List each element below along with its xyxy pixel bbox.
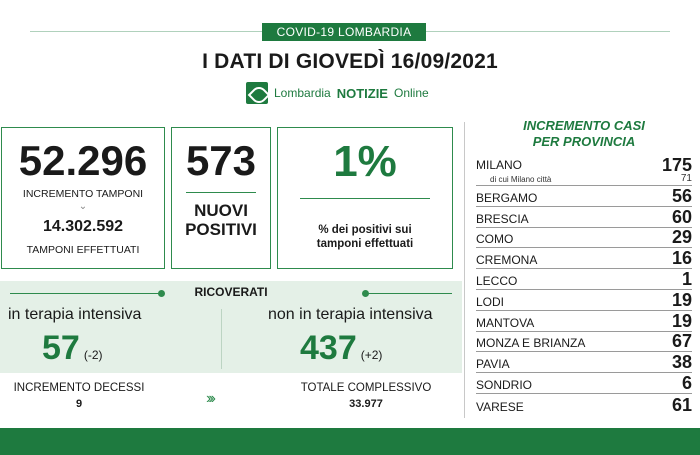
tamponi-total-label: TAMPONI EFFETTUATI	[26, 244, 140, 256]
province-value: 16	[671, 248, 692, 269]
positivi-label-1: NUOVI	[194, 201, 248, 220]
intensiva-delta: (-2)	[83, 348, 103, 362]
province-title	[484, 118, 684, 150]
province-value: 61	[671, 394, 692, 415]
intensiva-label: in terapia intensiva	[8, 306, 142, 323]
tamponi-value: 52.296	[18, 137, 148, 184]
province-row	[476, 228, 692, 249]
brand	[246, 82, 429, 104]
brand-strong: NOTIZIE	[336, 85, 388, 101]
province-row	[476, 311, 692, 332]
chevron-down-icon: ⌄	[78, 201, 88, 212]
brand-suffix: Online	[393, 86, 429, 100]
decessi-block	[4, 382, 154, 410]
province-name: VARESE	[476, 399, 524, 414]
province-value: 38	[671, 352, 692, 373]
province-name: BERGAMO	[476, 190, 538, 205]
province-name: SONDRIO	[476, 377, 533, 392]
province-value: 29	[671, 227, 692, 248]
province-value: 67	[671, 331, 692, 352]
province-value: 1	[681, 268, 692, 289]
province-row-milano	[476, 156, 692, 186]
milano-citta-label: di cui Milano città	[490, 175, 552, 184]
lombardia-logo-icon	[246, 82, 268, 104]
brand-prefix: Lombardia	[274, 86, 331, 100]
province-name: BRESCIA	[476, 211, 529, 226]
totale-value: 33.977	[349, 398, 383, 410]
tamponi-label: INCREMENTO TAMPONI	[22, 188, 144, 200]
positivi-label-2: POSITIVI	[185, 220, 257, 239]
footer-band	[0, 428, 700, 455]
province-value: 56	[671, 185, 692, 206]
province-row	[476, 352, 692, 373]
province-name: LODI	[476, 294, 505, 309]
province-row	[476, 373, 692, 394]
totale-block	[286, 382, 446, 410]
province-row	[476, 207, 692, 228]
province-name: MONZA E BRIANZA	[476, 336, 586, 351]
decessi-value: 9	[75, 398, 83, 410]
province-name: MILANO	[476, 158, 523, 172]
province-value: 175	[661, 155, 692, 175]
province-list	[476, 156, 692, 415]
province-value: 6	[681, 372, 692, 393]
ricoverati-dot-left	[158, 290, 165, 297]
percentuale-rule	[300, 198, 430, 199]
positivi-panel	[171, 127, 271, 269]
province-row	[476, 248, 692, 269]
percentuale-label-2: tamponi effettuati	[316, 238, 414, 250]
province-value: 60	[671, 206, 692, 227]
province-name: COMO	[476, 232, 514, 247]
totale-label: TOTALE COMPLESSIVO	[300, 382, 432, 394]
intensiva-stat	[42, 329, 103, 368]
province-value: 19	[671, 310, 692, 331]
positivi-value: 573	[185, 137, 257, 184]
ricoverati-line-left	[10, 293, 162, 294]
triple-chevron-right-icon: ›››	[206, 390, 213, 407]
province-title-1: INCREMENTO CASI	[523, 118, 645, 133]
page-title: I DATI DI GIOVEDÌ 16/09/2021	[202, 50, 498, 73]
province-row	[476, 332, 692, 353]
percentuale-value: 1%	[333, 137, 397, 186]
non-intensiva-label: non in terapia intensiva	[268, 306, 433, 323]
ricoverati-title: RICOVERATI	[194, 285, 268, 299]
province-name: MANTOVA	[476, 315, 535, 330]
intensiva-value: 57	[42, 329, 80, 367]
tamponi-panel	[1, 127, 165, 269]
column-separator	[464, 122, 465, 418]
province-row	[476, 290, 692, 311]
non-intensiva-delta: (+2)	[360, 348, 383, 362]
province-value: 19	[671, 289, 692, 310]
province-title-2: PER PROVINCIA	[532, 134, 636, 149]
province-row	[476, 186, 692, 207]
province-row	[476, 269, 692, 290]
positivi-rule	[186, 192, 256, 193]
tamponi-total: 14.302.592	[42, 218, 124, 235]
ricoverati-line-right	[366, 293, 452, 294]
province-row	[476, 394, 692, 415]
percentuale-label-1: % dei positivi sui	[318, 224, 412, 236]
non-intensiva-stat	[300, 329, 382, 368]
percentuale-panel	[277, 127, 453, 269]
province-name: CREMONA	[476, 253, 538, 268]
province-name: PAVIA	[476, 357, 510, 372]
non-intensiva-value: 437	[300, 329, 357, 367]
decessi-label: INCREMENTO DECESSI	[13, 382, 145, 394]
province-name: LECCO	[476, 273, 518, 288]
header-badge: COVID-19 LOMBARDIA	[262, 23, 426, 41]
milano-citta-value: 71	[680, 173, 692, 184]
ricoverati-divider	[221, 309, 222, 369]
